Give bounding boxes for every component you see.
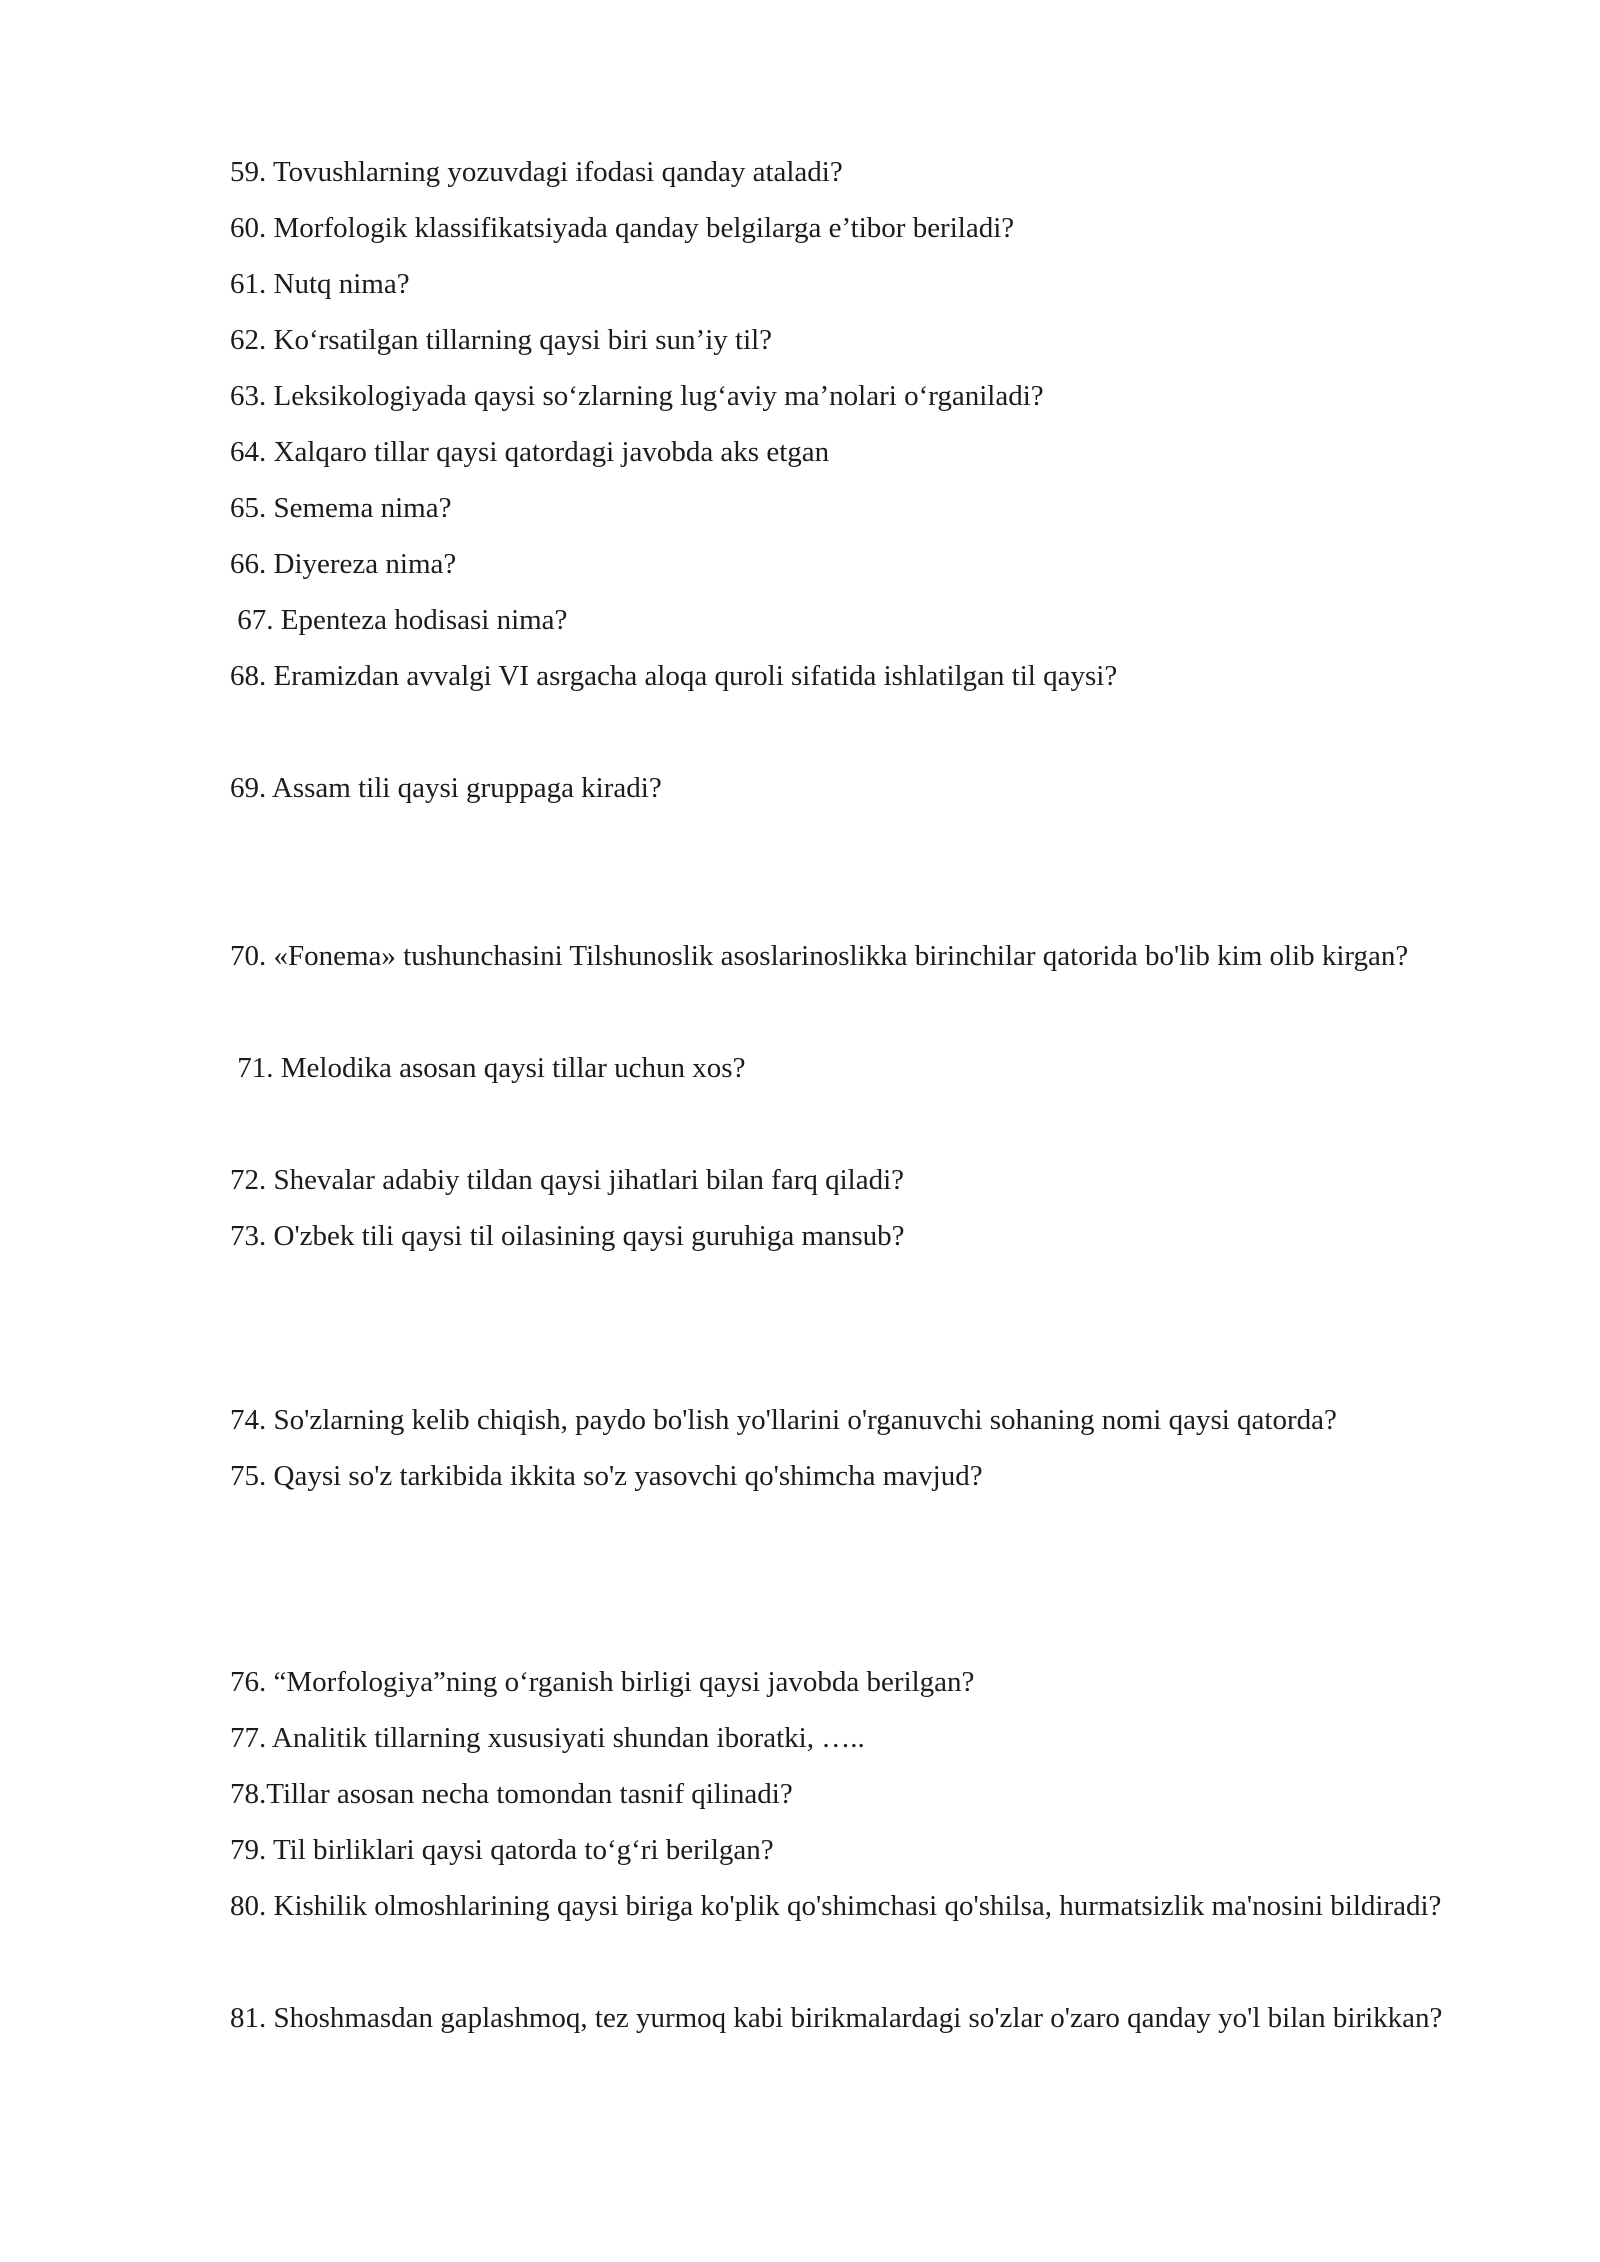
- question-60: 60. Morfologik klassifikatsiyada qanday belgilarga e’tibor beriladi?: [230, 212, 1015, 244]
- question-76: 76. “Morfologiya”ning o‘rganish birligi qaysi javobda berilgan?: [230, 1666, 975, 1698]
- question-62: 62. Ko‘rsatilgan tillarning qaysi biri sun’iy til?: [230, 324, 773, 356]
- question-66: 66. Diyereza nima?: [230, 548, 457, 580]
- question-72: 72. Shevalar adabiy tildan qaysi jihatlari bilan farq qiladi?: [230, 1164, 905, 1196]
- question-61: 61. Nutq nima?: [230, 268, 410, 300]
- question-71: 71. Melodika asosan qaysi tillar uchun xos?: [230, 1052, 746, 1084]
- question-81: 81. Shoshmasdan gaplashmoq, tez yurmoq kabi birikmalardagi so'zlar o'zaro qanday yo'l bilan birikkan?: [230, 2002, 1443, 2034]
- question-77: 77. Analitik tillarning xususiyati shundan iboratki, …..: [230, 1722, 865, 1754]
- question-73: 73. O'zbek tili qaysi til oilasining qaysi guruhiga mansub?: [230, 1220, 905, 1252]
- question-59: 59. Tovushlarning yozuvdagi ifodasi qanday ataladi?: [230, 156, 843, 188]
- question-63: 63. Leksikologiyada qaysi so‘zlarning lug‘aviy ma’nolari o‘rganiladi?: [230, 380, 1044, 412]
- question-65: 65. Semema nima?: [230, 492, 452, 524]
- question-64: 64. Xalqaro tillar qaysi qatordagi javobda aks etgan: [230, 436, 830, 468]
- question-74: 74. So'zlarning kelib chiqish, paydo bo'lish yo'llarini o'rganuvchi sohaning nomi qaysi qatorda?: [230, 1404, 1337, 1436]
- question-78: 78.Tillar asosan necha tomondan tasnif qilinadi?: [230, 1778, 793, 1810]
- question-79: 79. Til birliklari qaysi qatorda to‘g‘ri berilgan?: [230, 1834, 774, 1866]
- question-80: 80. Kishilik olmoshlarining qaysi biriga ko'plik qo'shimchasi qo'shilsa, hurmatsizlik ma'nosini bildiradi?: [230, 1890, 1442, 1922]
- question-67: 67. Epenteza hodisasi nima?: [230, 604, 568, 636]
- question-75: 75. Qaysi so'z tarkibida ikkita so'z yasovchi qo'shimcha mavjud?: [230, 1460, 983, 1492]
- question-68: 68. Eramizdan avvalgi VI asrgacha aloqa quroli sifatida ishlatilgan til qaysi?: [230, 660, 1118, 692]
- question-69: 69. Assam tili qaysi gruppaga kiradi?: [230, 772, 662, 804]
- question-70: 70. «Fonema» tushunchasini Tilshunoslik asoslarinoslikka birinchilar qatorida bo'lib kim olib kirgan?: [230, 940, 1409, 972]
